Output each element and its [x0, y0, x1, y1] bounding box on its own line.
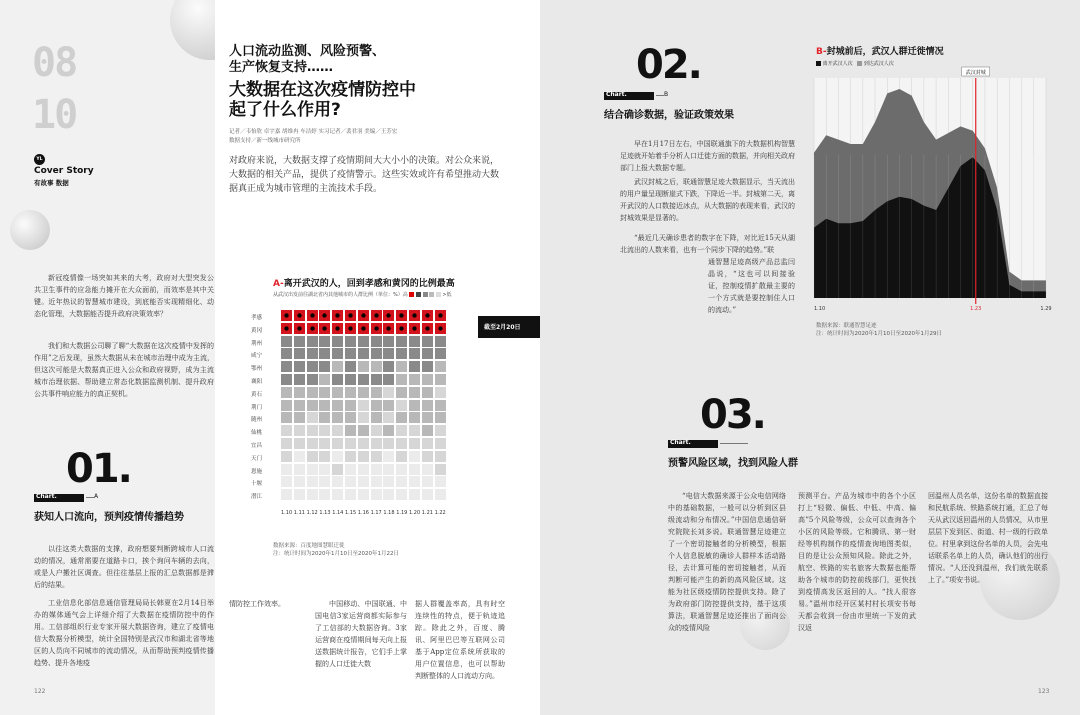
heatmap-cell	[281, 425, 292, 436]
chart-tag-rule	[720, 443, 748, 444]
heatmap-cell	[345, 387, 356, 398]
heatmap-cell	[307, 400, 318, 411]
chart-b-x-tick: 1.29	[1040, 306, 1052, 312]
section-3-title: 预警风险区域，找到风险人群	[668, 458, 798, 469]
chart-b-area-chart	[810, 66, 1050, 316]
feature-panel	[215, 0, 540, 715]
heatmap-cell	[294, 400, 305, 411]
heatmap-cell	[307, 374, 318, 385]
heatmap-cell	[435, 374, 446, 385]
heatmap-row-label: 鄂州	[251, 366, 263, 373]
chart-b-annotation: 武汉封城	[965, 70, 986, 76]
heatmap-cell	[435, 310, 446, 321]
heatmap-cell	[281, 412, 292, 423]
heatmap-cell	[383, 489, 394, 500]
section-2-paragraph-1: 早在1月17日左右，中国联通旗下的大数据机构智慧足迹就开始着手分析人口迁徙方面的数据，并向相关政府部门上报大数据专题。	[620, 140, 795, 172]
heatmap-cell	[281, 438, 292, 449]
chart-tag-rule	[86, 497, 94, 498]
heatmap-cell	[319, 425, 330, 436]
section-3-chart-tag: Chart.	[668, 440, 718, 448]
heatmap-cell	[281, 310, 292, 321]
heatmap-x-tick: 1.10	[281, 510, 293, 516]
heatmap-cell	[294, 412, 305, 423]
heatmap-cell	[345, 412, 356, 423]
heatmap-cell	[307, 438, 318, 449]
legend-swatch	[436, 292, 441, 297]
section-2-letter: B	[664, 91, 669, 98]
heatmap-cell	[345, 310, 356, 321]
heatmap-cell	[281, 374, 292, 385]
chart-a-source: 数据来源：百度地图慧眼迁徙	[273, 543, 345, 549]
heatmap-cell	[371, 310, 382, 321]
heatmap-cell	[345, 464, 356, 475]
heatmap-cell	[422, 374, 433, 385]
heatmap-cell	[307, 451, 318, 462]
heatmap-cell	[435, 336, 446, 347]
cover-story-sub: 有故事 数据	[34, 179, 69, 187]
heatmap-cell	[371, 361, 382, 372]
heatmap-cell	[358, 412, 369, 423]
chart-b-note: 注：统计时间为2020年1月10日至2020年1月29日	[816, 331, 942, 337]
heatmap-x-tick: 1.21	[421, 510, 433, 516]
heatmap-cell	[281, 464, 292, 475]
headline-line-3: 大数据在这次疫情防控中	[229, 80, 416, 100]
section-2-paragraph-3: “最近几天确诊患者的数字在下降，对比近15天从湖北流出的人数来看，也有一个同步下降的趋势。”联	[620, 234, 795, 254]
heatmap-cell	[409, 400, 420, 411]
heatmap-cell	[396, 438, 407, 449]
heatmap-cell	[332, 310, 343, 321]
heatmap-cell	[409, 336, 420, 347]
heatmap-cell	[383, 438, 394, 449]
heatmap-cell	[396, 336, 407, 347]
section-3-column-2: 预测平台。产品为城市中的各个小区打上“轻微、偏低、中低、中高、偏高”5个风险等级，公众可以查询各个小区的风险等级。它和腾讯、第一财经等机构制作的疫情查询地图类似，目的是让公众预知风险。除此之外，航空、铁路的实名旅客大数据也能帮助各个城市的防控前线部门，更快找到疫情高发区返回的人。“找人很容易。”温州市经开区某村村长项安书每天都会收到一份由市里统一下发的武汉返	[798, 492, 916, 632]
page-number-right: 123	[1038, 688, 1050, 695]
heatmap-cell	[435, 348, 446, 359]
heatmap-row-label: 仙桃	[251, 430, 263, 437]
heatmap-cell	[383, 476, 394, 487]
heatmap-cell	[294, 310, 305, 321]
heatmap-cell	[345, 489, 356, 500]
heatmap-cell	[307, 361, 318, 372]
heatmap-cell	[371, 464, 382, 475]
heatmap-cell	[396, 374, 407, 385]
heatmap-cell	[332, 438, 343, 449]
section-2-title: 结合确诊数据，验证政策效果	[604, 110, 734, 121]
heatmap-cell	[281, 451, 292, 462]
heatmap-cell	[383, 400, 394, 411]
heatmap-cell	[371, 438, 382, 449]
headline-line-1: 人口流动监测、风险预警、	[229, 44, 386, 59]
heatmap-cell	[307, 464, 318, 475]
heatmap-cell	[422, 348, 433, 359]
heatmap-cell	[371, 400, 382, 411]
heatmap-cell	[409, 348, 420, 359]
heatmap-cell	[319, 438, 330, 449]
heatmap-x-tick: 1.17	[370, 510, 382, 516]
heatmap-cell	[422, 476, 433, 487]
lede-paragraph: 对政府来说，大数据支撑了疫情期间大大小小的决策。对公众来说，大数据的相关产品，提供了疫情警示。这些实效或许有希望推动大数据真正成为城市管理的主流技术手段。	[229, 156, 500, 194]
heatmap-cell	[345, 400, 356, 411]
cover-story-label: Cover Story	[34, 166, 94, 176]
legend-swatch	[429, 292, 434, 297]
heatmap-cell	[383, 348, 394, 359]
heatmap-cell	[281, 361, 292, 372]
heatmap-cell	[358, 425, 369, 436]
heatmap-cell	[319, 323, 330, 334]
heatmap-cell	[371, 425, 382, 436]
section-3-column-1: “电信大数据来源于公众电信网络中的基础数据，一般可以分析到区县级流动和分布情况。”中国信息通信研究院院长刘多说。联通智慧足迹建立了一个密切接触者的分析模型，根据个人信息脱敏的确诊人群样本活动路径，去计算可能的密切接触者，从而判断可能产生的新的高风险区域。这能为社区级疫情防控提供支持。除了为政府部门防控提供支持，基于这项算法，联通智慧足迹还推出了面向公众的疫情风险	[668, 492, 786, 632]
heatmap-cell	[383, 310, 394, 321]
chart-b-legend: 离开武汉人次 到达武汉人次	[816, 60, 894, 67]
heatmap-cell	[422, 336, 433, 347]
heatmap-cell	[371, 336, 382, 347]
heatmap-x-tick: 1.20	[409, 510, 421, 516]
heatmap-cell	[435, 387, 446, 398]
heatmap-cell	[345, 348, 356, 359]
chart-b-x-tick: 1.10	[814, 306, 826, 312]
heatmap-row-label: 荆州	[251, 340, 263, 347]
heatmap-x-tick: 1.22	[434, 510, 446, 516]
body-column-4: 据人群覆盖率高，具有时空连续性的特点，便于轨迹追踪。除此之外，百度、腾讯、阿里巴巴等互联网公司基于App定位系统所获取的用户位置信息，也可以帮助判断整体的人口流动方向。	[415, 600, 505, 680]
heatmap-cell	[396, 361, 407, 372]
section-1-letter: A	[94, 493, 99, 500]
chart-a-heatmap	[251, 310, 491, 516]
heatmap-cell	[281, 387, 292, 398]
heatmap-row-label: 随州	[251, 417, 263, 424]
heatmap-cell	[396, 425, 407, 436]
heatmap-cell	[281, 476, 292, 487]
chart-b-source: 数据来源：联通智慧足迹	[816, 323, 877, 329]
section-2-number: 02.	[636, 42, 701, 88]
heatmap-cell	[319, 476, 330, 487]
intro-paragraph-2: 我们和大数据公司聊了聊“大数据在这次疫情中发挥的作用”之后发现，虽然大数据从未在城市治理中成为主流，但这次可能是大数据真正进入公众和政府视野，成为主流城市治理依据、帮助建立常态化数据监测机制、提升政府公共事件响应能力的真正契机。	[34, 342, 214, 398]
headline-line-4: 起了什么作用?	[229, 100, 341, 120]
section-3-number: 03.	[700, 392, 765, 438]
heatmap-cell	[396, 464, 407, 475]
chart-a-note: 注：统计时间为2020年1月10日至2020年1月22日	[273, 551, 399, 557]
heatmap-cell	[358, 348, 369, 359]
heatmap-cell	[319, 361, 330, 372]
heatmap-x-tick: 1.18	[383, 510, 395, 516]
heatmap-row-label: 孝感	[251, 315, 263, 321]
heatmap-x-tick: 1.11	[293, 510, 305, 516]
heatmap-cell	[409, 425, 420, 436]
section-1-title: 获知人口流向，预判疫情传播趋势	[34, 512, 184, 523]
heatmap-cell	[307, 412, 318, 423]
heatmap-cell	[294, 425, 305, 436]
heatmap-cell	[409, 476, 420, 487]
heatmap-cell	[409, 323, 420, 334]
legend-swatch	[416, 292, 421, 297]
heatmap-cell	[371, 387, 382, 398]
right-page	[540, 0, 1080, 715]
intro-paragraph-1: 新冠疫情像一场突如其来的大考，政府对大型突发公共卫生事件的应急能力摊开在大众面前，而效率是其中关键。近年热议的智慧城市建设，到底能否实现精细化、动态化管理，大数据能否提升政府决策效率？	[34, 274, 214, 318]
byline-reporters: 记者／韦怡欣 卓宇嘉 胡维冉 车洁婷 实习记者／裴君羽 美编／王芳宏	[229, 129, 398, 135]
heatmap-cell	[294, 476, 305, 487]
section-2-chart-tag: Chart.	[604, 92, 654, 100]
heatmap-cell	[409, 412, 420, 423]
heatmap-cell	[383, 336, 394, 347]
heatmap-row-label: 襄阳	[251, 379, 263, 385]
heatmap-cell	[307, 425, 318, 436]
heatmap-cell	[371, 323, 382, 334]
heatmap-cell	[319, 464, 330, 475]
heatmap-cell	[307, 387, 318, 398]
heatmap-cell	[396, 348, 407, 359]
heatmap-cell	[396, 400, 407, 411]
heatmap-cell	[294, 464, 305, 475]
heatmap-cell	[345, 451, 356, 462]
heatmap-cell	[435, 464, 446, 475]
heatmap-cell	[332, 361, 343, 372]
heatmap-row-label: 宜昌	[251, 443, 263, 449]
heatmap-cell	[396, 489, 407, 500]
heatmap-cell	[294, 361, 305, 372]
heatmap-cell	[435, 476, 446, 487]
heatmap-cell	[383, 425, 394, 436]
heatmap-cell	[332, 451, 343, 462]
heatmap-cell	[319, 310, 330, 321]
heatmap-cell	[319, 400, 330, 411]
issue-number-top: 08	[32, 40, 77, 86]
heatmap-cell	[332, 412, 343, 423]
heatmap-cell	[383, 361, 394, 372]
heatmap-cell	[371, 489, 382, 500]
section-2-quote: 通智慧足迹高级产品总监闫晶说，“这也可以间接验证，控制疫情扩散最主要的一个方式就是要控制住人口的流动。”	[708, 258, 795, 314]
heatmap-cell	[307, 336, 318, 347]
heatmap-cell	[281, 336, 292, 347]
page-number-left: 122	[34, 688, 46, 695]
heatmap-cell	[358, 323, 369, 334]
heatmap-cell	[383, 374, 394, 385]
issue-badge: YL	[34, 154, 45, 165]
heatmap-cell	[358, 374, 369, 385]
heatmap-x-tick: 1.19	[396, 510, 408, 516]
chart-a-title: A-离开武汉的人，回到孝感和黄冈的比例最高	[273, 279, 455, 289]
legend-swatch	[423, 292, 428, 297]
heatmap-cell	[422, 387, 433, 398]
heatmap-cell	[435, 425, 446, 436]
heatmap-row-label: 黄冈	[251, 327, 263, 334]
heatmap-cell	[307, 489, 318, 500]
heatmap-cell	[332, 464, 343, 475]
heatmap-cell	[409, 361, 420, 372]
heatmap-cell	[358, 336, 369, 347]
chart-b-x-tick: 1.23	[970, 306, 982, 312]
heatmap-cell	[422, 489, 433, 500]
heatmap-cell	[332, 323, 343, 334]
issue-number-bottom: 10	[32, 92, 77, 138]
heatmap-x-tick: 1.13	[319, 510, 331, 516]
heatmap-cell	[371, 412, 382, 423]
section-1-number: 01.	[66, 446, 131, 492]
heatmap-cell	[383, 451, 394, 462]
heatmap-cell	[319, 412, 330, 423]
heatmap-cell	[345, 374, 356, 385]
heatmap-cell	[396, 476, 407, 487]
heatmap-cell	[435, 451, 446, 462]
heatmap-cell	[332, 374, 343, 385]
heatmap-cell	[345, 323, 356, 334]
chart-b-title: B-封城前后，武汉人群迁徙情况	[816, 47, 944, 57]
heatmap-cell	[371, 451, 382, 462]
heatmap-cell	[345, 438, 356, 449]
heatmap-cell	[294, 387, 305, 398]
heatmap-cell	[332, 476, 343, 487]
heatmap-cell	[332, 336, 343, 347]
heatmap-cell	[422, 323, 433, 334]
heatmap-cell	[371, 374, 382, 385]
heatmap-cell	[409, 451, 420, 462]
heatmap-cell	[294, 451, 305, 462]
heatmap-cell	[345, 476, 356, 487]
byline-data: 数据支持／新一线城市研究所	[229, 138, 301, 144]
heatmap-cell	[358, 438, 369, 449]
section-1-paragraph-2: 工业信息化部信息通信管理局局长韩夏在2月14日举办的媒体通气会上详细介绍了大数据在疫情防控中的作用。工信部组织行业专家开展大数据咨询，建立了疫情电信大数据分析模型，统计全国特别是武汉市和湖北省等地区的人员向不同城市的流动情况，从而帮助预判疫情传播趋势、提升各地疫	[34, 599, 214, 667]
section-2-paragraph-2: 武汉封城之后，联通智慧足迹大数据显示，当天流出的用户量呈现断崖式下跌，下降近一半。封城第二天，离开武汉的人口数接近冰点，从大数据的表现来看，武汉的封城效果是显著的。	[620, 178, 795, 222]
heatmap-cell	[409, 374, 420, 385]
chart-a-subtitle: 从武汉出发前往湖北省内其他城市的人群比例（单位：%）高 >低	[273, 292, 452, 298]
heatmap-cell	[396, 310, 407, 321]
virus-decoration-icon	[10, 210, 50, 250]
heatmap-cell	[281, 489, 292, 500]
heatmap-cell	[319, 451, 330, 462]
heatmap-cell	[422, 451, 433, 462]
heatmap-cell	[435, 361, 446, 372]
section-1-paragraph-1: 以往这类大数据的支撑，政府想要判断跨城市人口流动的情况，通常需要在道路卡口，挨个询问车辆的去向，或是人户搬社区调查。但往往基层上报的汇总数据都是滞后的结果。	[34, 545, 214, 589]
heatmap-cell	[281, 400, 292, 411]
heatmap-row-label: 荆门	[251, 404, 263, 411]
heatmap-cell	[435, 412, 446, 423]
heatmap-cell	[383, 323, 394, 334]
heatmap-x-tick: 1.15	[345, 510, 357, 516]
section-1-chart-tag: Chart.	[34, 494, 84, 502]
heatmap-cell	[358, 400, 369, 411]
heatmap-cell	[294, 374, 305, 385]
body-column-3: 中国移动、中国联通、中国电信3家运营商都实际参与了工信部的大数据咨询。3家运营商在疫情期间每天向上报送数据统计报告，它们手上掌握的人口迁徙大数	[315, 600, 407, 668]
heatmap-cell	[409, 310, 420, 321]
heatmap-x-tick: 1.16	[357, 510, 369, 516]
heatmap-row-label: 潜江	[251, 494, 263, 501]
heatmap-cell	[435, 438, 446, 449]
heatmap-cell	[422, 361, 433, 372]
heatmap-cell	[409, 438, 420, 449]
heatmap-cell	[345, 336, 356, 347]
heatmap-cell	[319, 374, 330, 385]
heatmap-cell	[307, 310, 318, 321]
heatmap-cell	[358, 489, 369, 500]
heatmap-cell	[422, 400, 433, 411]
heatmap-cell	[332, 489, 343, 500]
heatmap-cell	[294, 348, 305, 359]
heatmap-cell	[358, 310, 369, 321]
heatmap-cell	[383, 412, 394, 423]
heatmap-cell	[422, 438, 433, 449]
legend-swatch	[409, 292, 414, 297]
heatmap-cell	[319, 348, 330, 359]
heatmap-cell	[281, 323, 292, 334]
heatmap-row-label: 恩施	[251, 468, 263, 475]
heatmap-cell	[319, 489, 330, 500]
heatmap-x-tick: 1.12	[306, 510, 318, 516]
heatmap-cell	[371, 348, 382, 359]
heatmap-cell	[435, 323, 446, 334]
heatmap-cell	[435, 489, 446, 500]
heatmap-cell	[396, 412, 407, 423]
heatmap-cell	[345, 361, 356, 372]
heatmap-cell	[345, 425, 356, 436]
heatmap-cell	[358, 387, 369, 398]
heatmap-cell	[409, 489, 420, 500]
heatmap-cell	[358, 361, 369, 372]
heatmap-cell	[332, 387, 343, 398]
heatmap-row-label: 咸宁	[251, 353, 263, 360]
heatmap-cell	[358, 476, 369, 487]
heatmap-cell	[358, 451, 369, 462]
heatmap-cell	[319, 336, 330, 347]
heatmap-row-label: 天门	[251, 455, 263, 462]
heatmap-cell	[383, 464, 394, 475]
heatmap-cell	[281, 348, 292, 359]
headline-line-2: 生产恢复支持……	[229, 60, 334, 75]
heatmap-cell	[294, 336, 305, 347]
heatmap-cell	[422, 310, 433, 321]
heatmap-row-label: 十堰	[251, 481, 263, 488]
heatmap-x-tick: 1.14	[332, 510, 344, 516]
heatmap-cell	[332, 425, 343, 436]
heatmap-cell	[307, 323, 318, 334]
heatmap-cell	[307, 476, 318, 487]
heatmap-cell	[371, 476, 382, 487]
heatmap-cell	[396, 323, 407, 334]
heatmap-cell	[409, 464, 420, 475]
heatmap-cell	[396, 451, 407, 462]
heatmap-cell	[396, 387, 407, 398]
heatmap-cell	[435, 400, 446, 411]
heatmap-cell	[319, 387, 330, 398]
heatmap-cell	[294, 489, 305, 500]
heatmap-cell	[409, 387, 420, 398]
body-column-2: 情防控工作效率。	[229, 600, 285, 608]
heatmap-cell	[358, 464, 369, 475]
heatmap-cell	[422, 464, 433, 475]
heatmap-cell	[332, 348, 343, 359]
callout-date: 截至2月20日	[484, 324, 521, 331]
heatmap-cell	[332, 400, 343, 411]
heatmap-cell	[383, 387, 394, 398]
heatmap-row-label: 黄石	[251, 391, 263, 398]
heatmap-cell	[422, 412, 433, 423]
chart-tag-rule	[656, 95, 664, 96]
heatmap-cell	[422, 425, 433, 436]
heatmap-cell	[294, 438, 305, 449]
section-3-column-3: 回温州人员名单，这份名单的数据直接和民航系统、铁路系统打通，汇总了每天从武汉返回温州的人员情况，从市里层层下发到区、街道、村一级的行政单位。村里拿到这份名单的人员，会先电话联系名单上的人员，确认他们的出行情况。“人还没到温州，我们就先联系上了。”项安书说。	[928, 492, 1048, 584]
heatmap-cell	[307, 348, 318, 359]
heatmap-cell	[294, 323, 305, 334]
